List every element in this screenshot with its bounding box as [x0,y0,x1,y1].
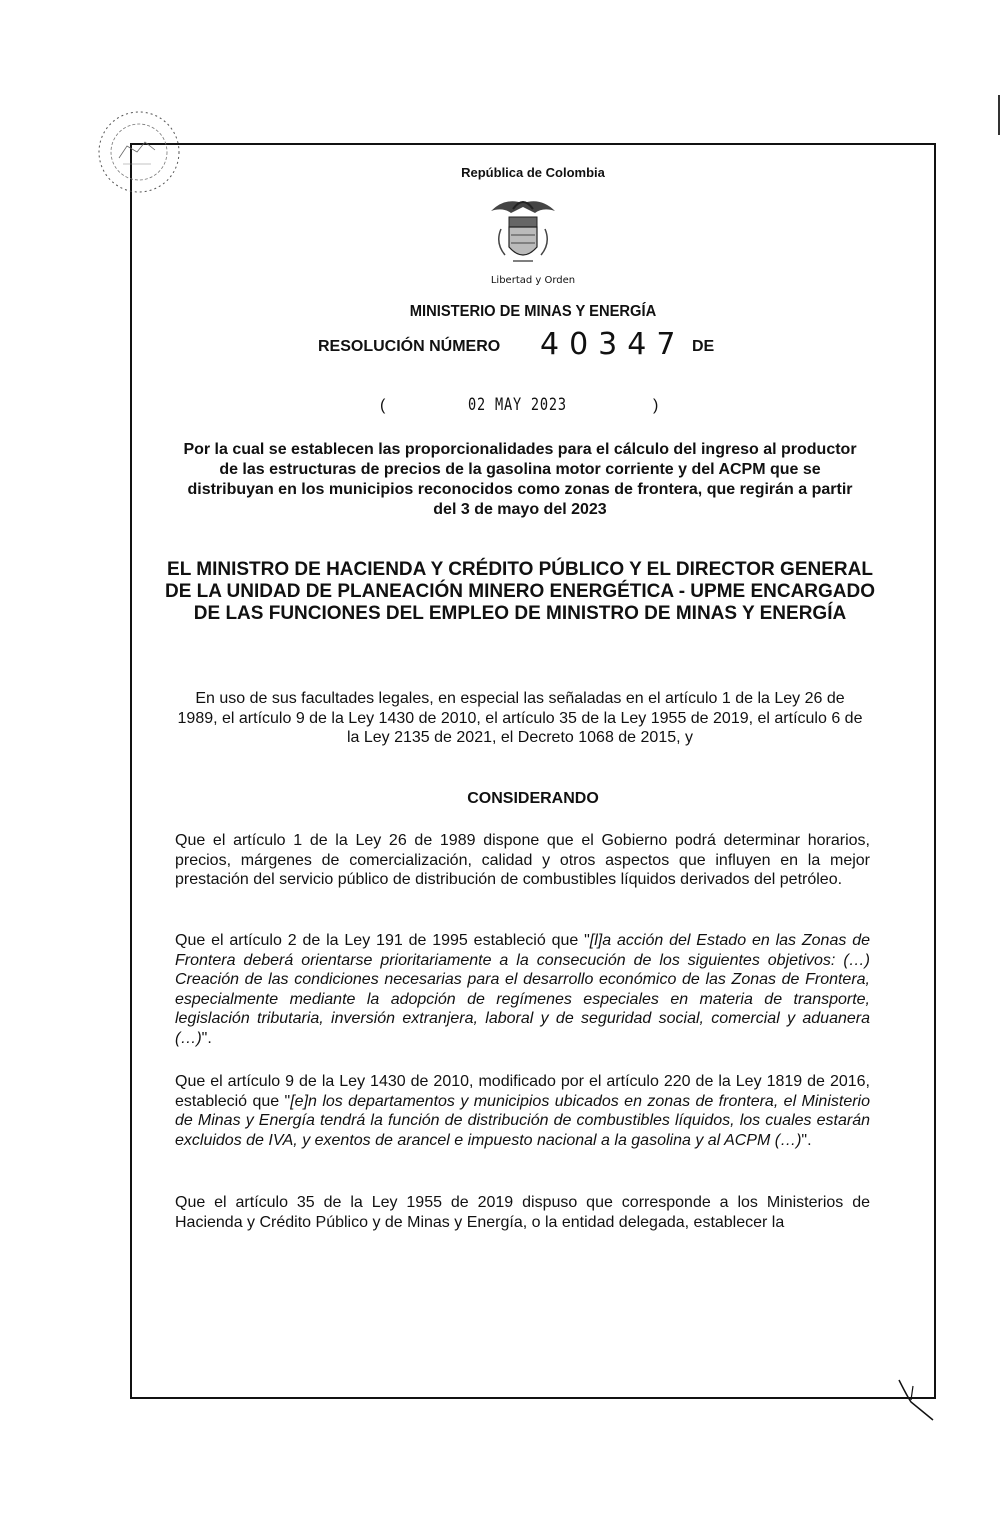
paragraph-2-end: ". [201,1029,212,1047]
paragraph-3-intro: Que el artículo 9 de la Ley 1430 de 2010, modificado por el artículo 220 de la Ley 1819 de 2016, estableció que " [175,1073,870,1110]
ministry-name: MINISTERIO DE MINAS Y ENERGÍA [409,303,657,320]
paragraph-2-intro: Que el artículo 2 de la Ley 191 de 1995 estableció que " [175,932,590,949]
issuing-authority: EL MINISTRO DE HACIENDA Y CRÉDITO PÚBLICO Y EL DIRECTOR GENERAL DE LA UNIDAD DE PLANEACIÓN MINERO ENERGÉTICA - UPME ENCARGADO DE LAS FUNCIONES DEL EMPLEO DE MINISTRO DE MINAS Y ENERGÍA [164,559,876,624]
date-paren-close: ) [653,397,659,414]
resolution-label: RESOLUCIÓN NÚMERO [318,338,501,355]
resolution-summary: Por la cual se establecen las proporcionalidades para el cálculo del ingreso al productor de las estructuras de precios de la gasolina motor corriente y del ACPM que se distribuyan en los municipios reconocidos como zonas de frontera, que regirán a partir del 3 de mayo del 2023 [183,441,857,518]
considerando-paragraph-4: Que el artículo 35 de la Ley 1955 de 2019 dispuso que corresponde a los Ministerios de Hacienda y Crédito Público y de Minas y Energía, o la entidad delegada, establecer la [175,1194,870,1231]
resolution-date: 02 MAY 2023 [468,395,567,415]
preamble: En uso de sus facultades legales, en especial las señaladas en el artículo 1 de la Ley 26 de 1989, el artículo 9 de la Ley 1430 de 2010, el artículo 35 de la Ley 1955 de 2019, el artículo 6 de la Ley 2135 de 2021, el Decreto 1068 de 2015, y [177,690,863,746]
date-label: DE [692,338,715,355]
resolution-number: 40347 [540,327,686,362]
motto: Libertad y Orden [490,275,576,286]
country-name: República de Colombia [461,165,605,180]
paragraph-3-end: ". [801,1131,812,1149]
coat-of-arms-icon [483,193,563,275]
considerando-paragraph-3 [175,1072,870,1150]
section-title-considerando: CONSIDERANDO [467,790,599,807]
date-paren-open: ( [380,397,386,414]
paragraph-2-quote: [l]a acción del Estado en las Zonas de Frontera deberá orientarse prioritariamente a la consecución de los siguientes objetivos: (…) Creación de las condiciones necesarias para el desarrollo económico de las Zonas de Frontera, especialmente mediante la adopción de regímenes especiales en materia de transporte, legislación tributaria, inversión extranjera, laboral y de seguridad social, comercial y aduanera (…) [175,932,871,1047]
paragraph-3-quote: [e]n los departamentos y municipios ubicados en zonas de frontera, el Ministerio de Minas y Energía tendrá la función de distribución de combustibles líquidos, los cuales estarán excluidos de IVA, y exentos de arancel e impuesto nacional a la gasolina y al ACPM (…) [175,1092,870,1149]
considerando-paragraph-2 [175,931,870,1049]
ministry-seal-stamp [93,106,185,198]
handwritten-check-mark [895,1376,935,1422]
considerando-paragraph-1: Que el artículo 1 de la Ley 26 de 1989 dispone que el Gobierno podrá determinar horarios, precios, márgenes de comercialización, calidad y otros aspectos que influyen en la mejor prestación del servicio público de distribución de combustibles líquidos derivados del petróleo. [175,832,870,889]
